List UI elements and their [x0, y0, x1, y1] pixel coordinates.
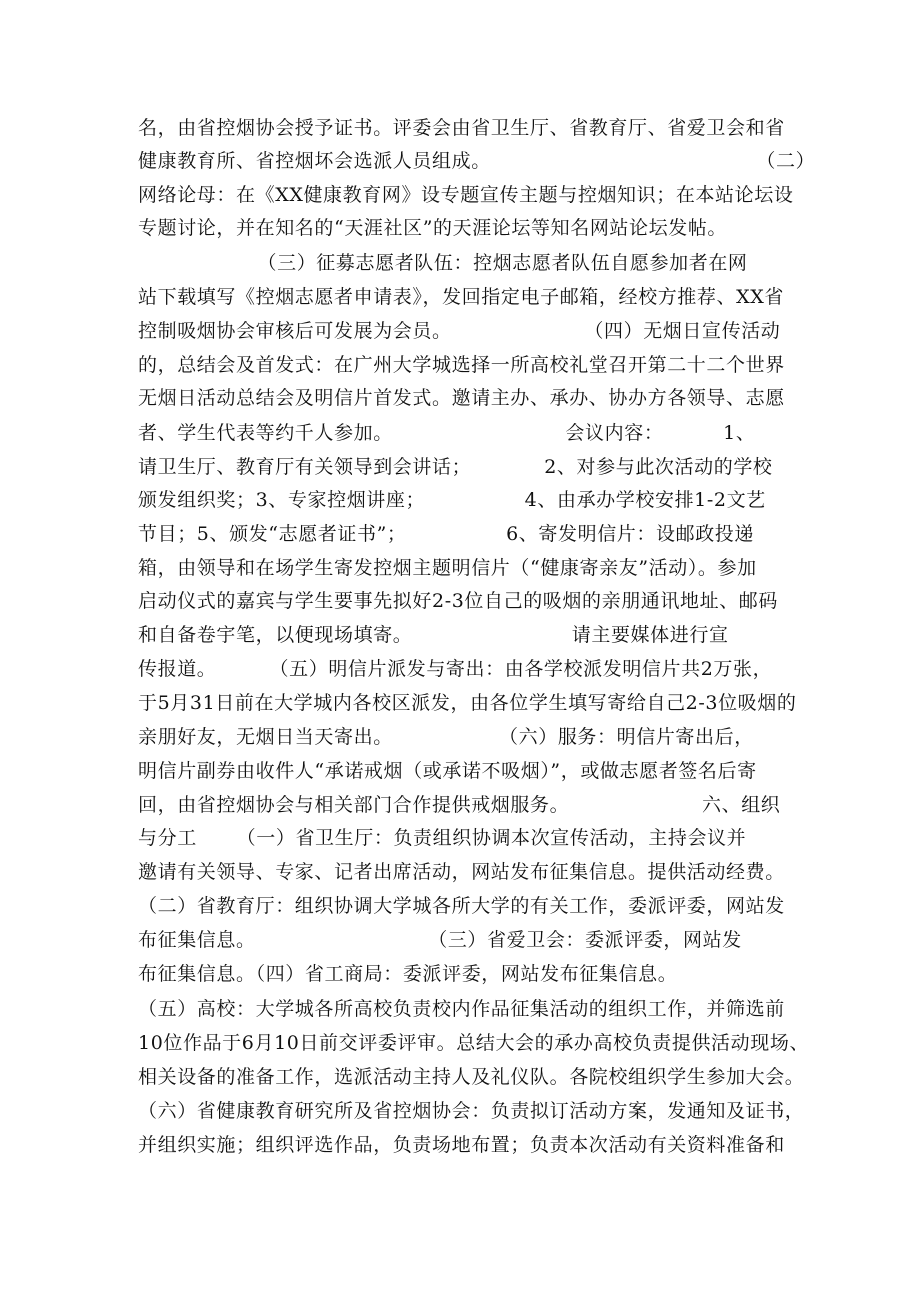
text-line: 启动仪式的嘉宾与学生要事先拟好2-3位自己的吸烟的亲朋通讯地址、邮码	[138, 590, 778, 612]
text-line: 回，由省控烟协会与相关部门合作提供戒烟服务。 六、组织	[138, 794, 781, 816]
text-line: 站下载填写《控烟志愿者申请表》，发回指定电子邮箱，经校方推荐、XX省	[138, 286, 784, 308]
text-line: 布征集信息。 （三）省爱卫会：委派评委，网站发	[138, 929, 742, 951]
text-line: 亲朋好友，无烟日当天寄出。 （六）服务：明信片寄出后，	[138, 726, 754, 748]
text-line: 健康教育所、省控烟坏会选派人员组成。 （二）	[138, 150, 816, 172]
text-line: （五）高校：大学城各所高校负责校内作品征集活动的组织工作，并筛选前	[138, 998, 785, 1020]
text-line: 10位作品于6月10日前交评委评审。总结大会的承办高校负责提供活动现场、	[138, 1032, 810, 1054]
text-line: 与分工 （一）省卫生厅：负责组织协调本次宣传活动，主持会议并	[138, 827, 747, 849]
text-line: 相关设备的准备工作，选派活动主持人及礼仪队。各院校组织学生参加大会。	[138, 1066, 805, 1088]
text-line: 和自备卷宇笔，以便现场填寄。 请主要媒体进行宣	[138, 624, 729, 646]
text-line: 者、学生代表等约千人参加。 会议内容： 1、	[138, 422, 756, 444]
text-line: 专题讨论，并在知名的“天涯社区”的天涯论坛等知名网站论坛发帖。	[138, 217, 728, 239]
text-line: 布征集信息。（四）省工商局：委派评委，网站发布征集信息。	[138, 963, 678, 985]
text-line: 邀请有关领导、专家、记者出席活动，网站发布征集信息。提供活动经费。	[138, 861, 785, 883]
text-line: 请卫生厅、教育厅有关领导到会讲话； 2、对参与此次活动的学校	[138, 456, 773, 478]
text-line: 名，由省控烟协会授予证书。评委会由省卫生厅、省教育厅、省爱卫会和省	[138, 117, 785, 139]
text-line: （六）省健康教育研究所及省控烟协会：负责拟订活动方案，发通知及证书，	[138, 1100, 805, 1122]
text-line: （二）省教育厅：组织协调大学城各所大学的有关工作，委派评委，网站发	[138, 895, 785, 917]
text-line: 颁发组织奖；3、专家控烟讲座； 4、由承办学校安排1-2文艺	[138, 489, 766, 511]
text-line: （三）征募志愿者队伍：控烟志愿者队伍自愿参加者在网	[138, 252, 748, 274]
text-line: 于5月31日前在大学城内各校区派发，由各位学生填写寄给自己2-3位吸烟的	[138, 692, 797, 714]
text-line: 网络论母：在《XX健康教育网》设专题宣传主题与控烟知识；在本站论坛设	[138, 184, 794, 206]
text-line: 明信片副券由收件人“承诺戒烟（或承诺不吸烟）”，或做志愿者签名后寄	[138, 760, 757, 782]
text-line: 箱，由领导和在场学生寄发控烟主题明信片（“健康寄亲友”活动）。参加	[138, 557, 757, 579]
text-line: 节目；5、颁发“志愿者证书”； 6、寄发明信片：设邮政投递	[138, 523, 754, 545]
text-line: 无烟日活动总结会及明信片首发式。邀请主办、承办、协办方各领导、志愿	[138, 387, 785, 409]
text-line: 传报道。 （五）明信片派发与寄出：由各学校派发明信片共2万张，	[138, 658, 773, 680]
text-line: 并组织实施；组织评选作品，负责场地布置；负责本次活动有关资料准备和	[138, 1134, 785, 1156]
text-line: 控制吸烟协会审核后可发展为会员。 （四）无烟日宣传活动	[138, 320, 781, 342]
text-line: 的，总结会及首发式：在广州大学城选择一所高校礼堂召开第二十二个世界	[138, 354, 785, 376]
